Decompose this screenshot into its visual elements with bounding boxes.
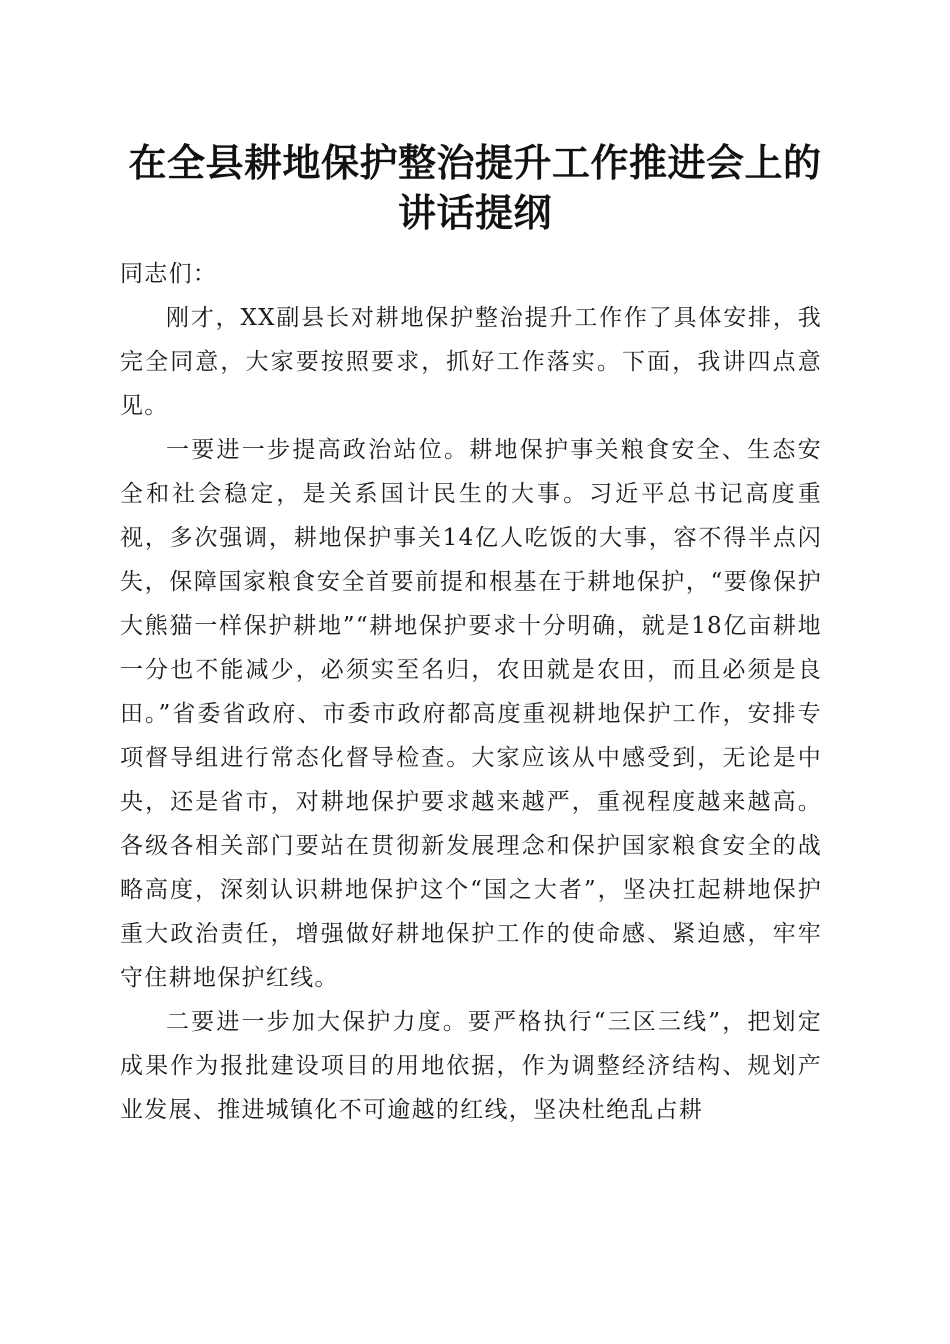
paragraph-intro: 刚才，XX副县长对耕地保护整治提升工作作了具体安排，我完全同意，大家要按照要求，抓好工作落实。下面，我讲四点意见。	[120, 305, 822, 419]
paragraph-point-two: 二要进一步加大保护力度。要严格执行“三区三线”，把划定成果作为报批建设项目的用地依据，作为调整经济结构、规划产业发展、推进城镇化不可逾越的红线，坚决杜绝乱占耕	[120, 1009, 822, 1123]
paragraph-point-one: 一要进一步提高政治站位。耕地保护事关粮食安全、生态安全和社会稳定，是关系国计民生的大事。习近平总书记高度重视，多次强调，耕地保护事关14亿人吃饭的大事，容不得半点闪失，保障国家粮食安全首要前提和根基在于耕地保护，“要像保护大熊猫一样保护耕地”“耕地保护要求十分明确，就是18亿亩耕地一分也不能减少，必须实至名归，农田就是农田，而且必须是良田。”省委省政府、市委市政府都高度重视耕地保护工作，安排专项督导组进行常态化督导检查。大家应该从中感受到，无论是中央，还是省市，对耕地保护要求越来越严，重视程度越来越高。各级各相关部门要站在贯彻新发展理念和保护国家粮食安全的战略高度，深刻认识耕地保护这个“国之大者”，坚决扛起耕地保护重大政治责任，增强做好耕地保护工作的使命感、紧迫感，牢牢守住耕地保护红线。	[120, 437, 822, 991]
document-body	[120, 252, 822, 1132]
document-title: 在全县耕地保护整治提升工作推进会上的讲话提纲	[128, 140, 822, 235]
salutation: 同志们：	[120, 261, 218, 287]
